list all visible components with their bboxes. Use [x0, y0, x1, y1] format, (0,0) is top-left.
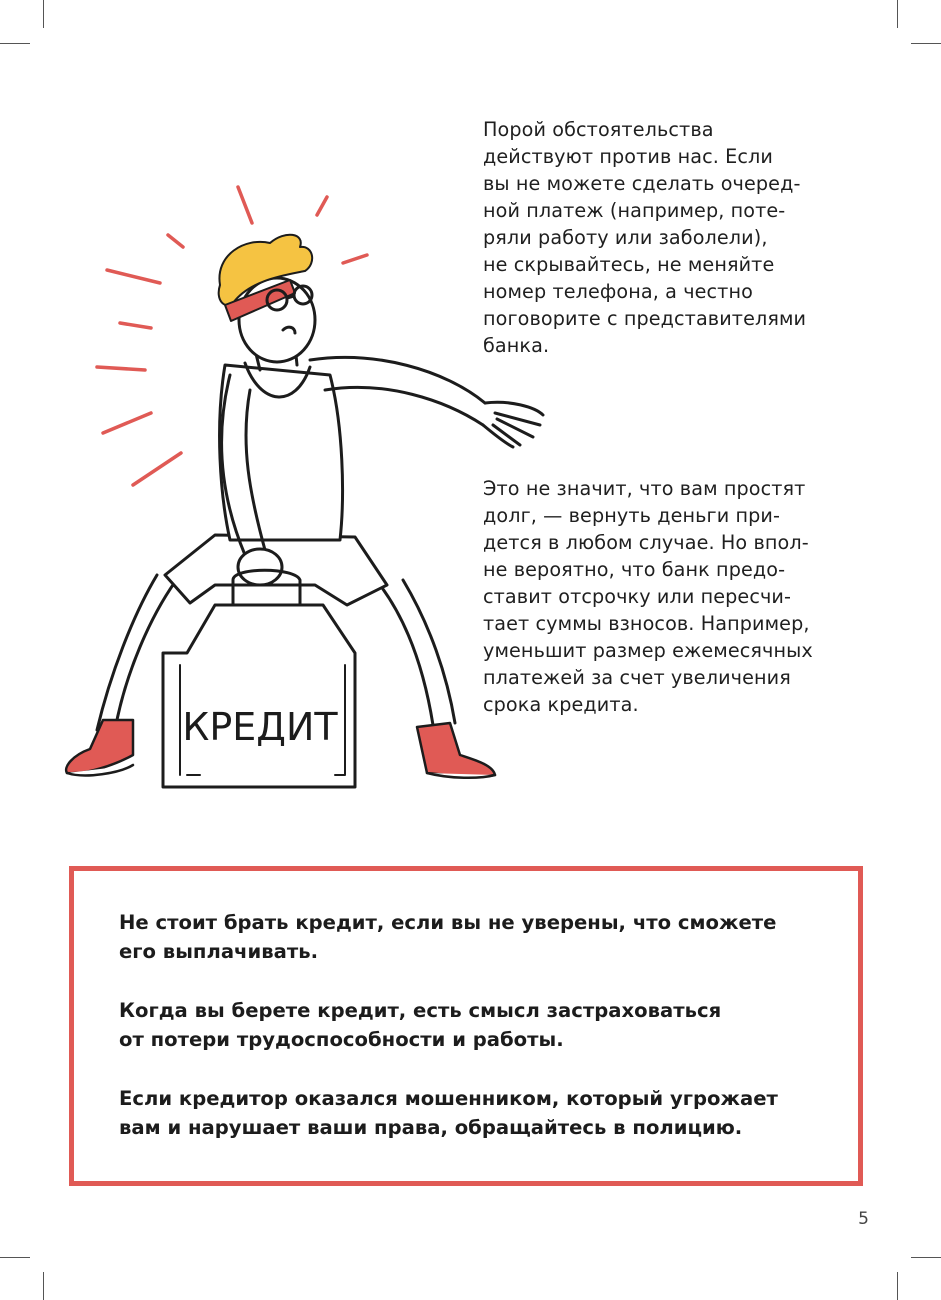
right-sneaker [417, 723, 495, 777]
paragraph-debt-restructuring [483, 475, 813, 718]
crop-mark [43, 0, 44, 28]
callout-line: Не стоит брать кредит, если вы не уверены, что сможете [119, 911, 777, 934]
callout-line: Если кредитор оказался мошенником, который угрожает [119, 1087, 778, 1110]
paragraph-line: Порой обстоятельства [483, 118, 714, 141]
crop-mark [897, 1272, 898, 1300]
callout-paragraph [119, 996, 721, 1054]
crop-mark [911, 1257, 941, 1258]
callout-line: вам и нарушает ваши права, обращайтесь в полицию. [119, 1116, 743, 1139]
warning-callout-box [69, 866, 863, 1186]
credit-bag [163, 605, 355, 787]
paragraph-line: вы не можете сделать очеред- [483, 172, 801, 195]
callout-paragraph [119, 908, 776, 966]
paragraph-line: банка. [483, 334, 550, 357]
callout-line: его выплачивать. [119, 940, 319, 963]
paragraph-line: действуют против нас. Если [483, 145, 773, 168]
paragraph-line: срока кредита. [483, 693, 639, 716]
paragraph-line: тает суммы взносов. Например, [483, 612, 810, 635]
paragraph-line: ной платеж (например, поте- [483, 199, 786, 222]
paragraph-line: номер телефона, а честно [483, 280, 753, 303]
credit-bag-label: КРЕДИТ [182, 705, 338, 749]
crop-mark [911, 43, 941, 44]
paragraph-line: не вероятно, что банк предо- [483, 558, 786, 581]
left-sneaker [66, 720, 133, 773]
crop-mark [43, 1272, 44, 1300]
paragraph-line: платежей за счет увеличения [483, 666, 791, 689]
paragraph-line: долг, — вернуть деньги при- [483, 504, 781, 527]
man-lifting-credit-bag-illustration [55, 175, 555, 800]
page-number: 5 [858, 1209, 869, 1229]
crop-mark [0, 1257, 30, 1258]
paragraph-line: ряли работу или заболели), [483, 226, 768, 249]
callout-line: Когда вы берете кредит, есть смысл застраховаться [119, 999, 722, 1022]
paragraph-line: ставит отсрочку или пересчи- [483, 585, 792, 608]
paragraph-line: дется в любом случае. Но впол- [483, 531, 809, 554]
paragraph-difficulties [483, 116, 806, 359]
callout-line: от потери трудоспособности и работы. [119, 1028, 564, 1051]
crop-mark [0, 43, 30, 44]
paragraph-line: Это не значит, что вам простят [483, 477, 806, 500]
callout-paragraph [119, 1084, 778, 1142]
paragraph-line: уменьшит размер ежемесячных [483, 639, 813, 662]
paragraph-line: не скрывайтесь, не меняйте [483, 253, 775, 276]
crop-mark [897, 0, 898, 28]
paragraph-line: поговорите с представителями [483, 307, 807, 330]
